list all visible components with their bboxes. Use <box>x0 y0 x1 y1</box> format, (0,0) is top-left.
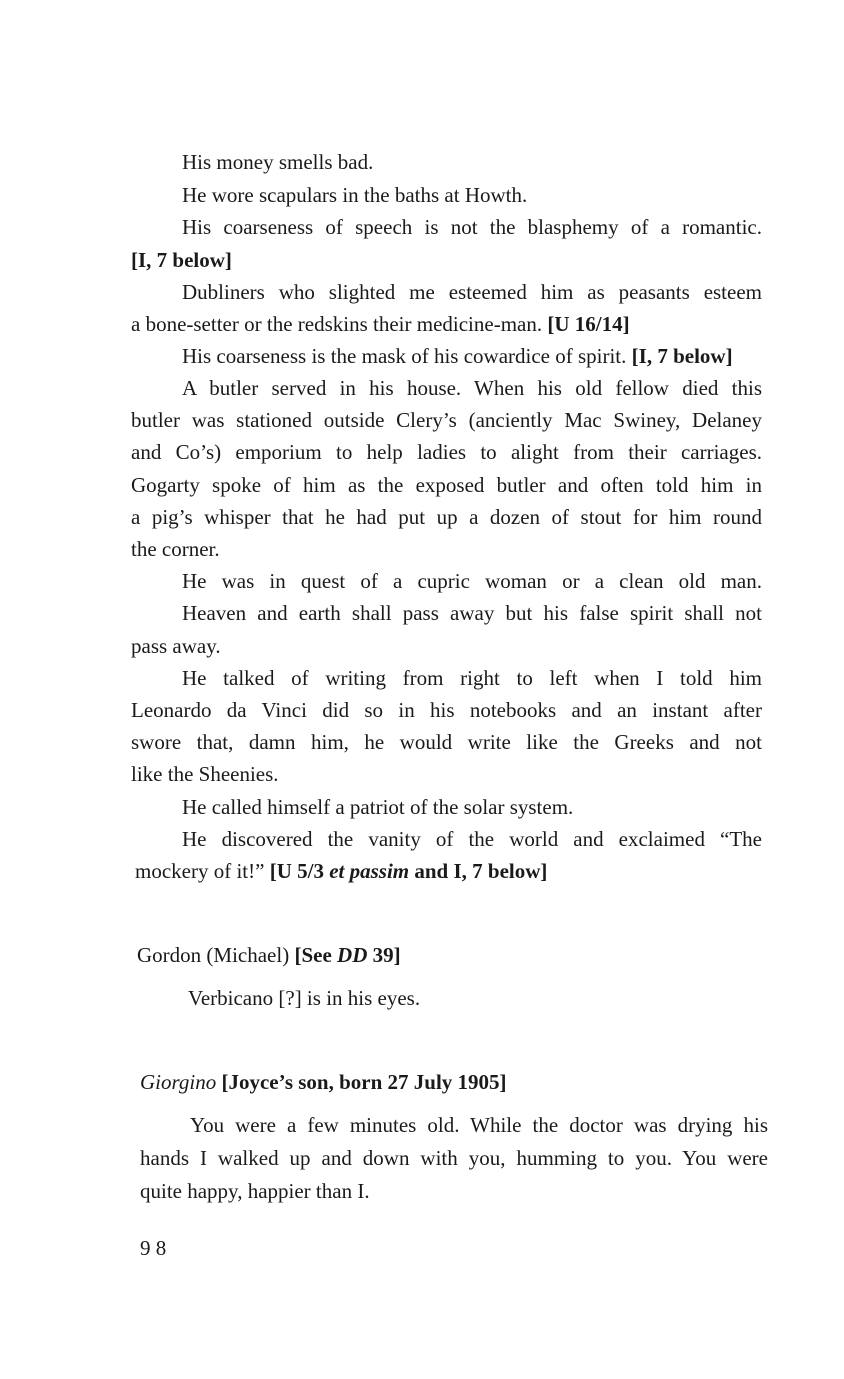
line-text: Gogarty spoke of him as the exposed butler and often told him in <box>131 473 762 497</box>
entry-line <box>182 797 573 818</box>
line-text: the corner. <box>131 537 220 561</box>
entry-line <box>131 507 762 528</box>
line-text: You were a few minutes old. While the doctor was drying his <box>190 1113 768 1137</box>
entry-line <box>182 346 733 367</box>
editorial-reference: [See DD 39] <box>294 943 401 967</box>
entry-line <box>188 988 420 1009</box>
entry-line <box>131 314 630 335</box>
line-text: mockery of it!” <box>135 859 265 883</box>
editorial-reference: [Joyce’s son, born 27 July 1905] <box>221 1070 507 1094</box>
entry-heading-gordon <box>137 945 401 966</box>
editorial-reference: [I, 7 below] <box>631 344 733 368</box>
editorial-reference: [U 5/3 et passim and I, 7 below] <box>269 859 548 883</box>
entry-heading-giorgino <box>140 1072 507 1093</box>
entry-line <box>182 668 762 689</box>
line-text: He was in quest of a cupric woman or a clean old man. <box>182 569 762 593</box>
entry-line <box>131 732 762 753</box>
entry-line <box>131 539 220 560</box>
editorial-reference <box>131 250 232 271</box>
entry-line <box>182 829 762 850</box>
entry-line <box>131 475 762 496</box>
line-text: He wore scapulars in the baths at Howth. <box>182 183 528 207</box>
entry-line <box>182 378 762 399</box>
entry-line <box>140 1181 370 1202</box>
entry-line <box>182 185 527 206</box>
line-text: He called himself a patriot of the solar system. <box>182 795 574 819</box>
line-text: Leonardo da Vinci did so in his notebooks and an instant after <box>131 698 762 722</box>
heading-text: Giorgino <box>140 1070 217 1094</box>
line-text: quite happy, happier than I. <box>140 1179 370 1203</box>
entry-line <box>131 442 762 463</box>
line-text: His coarseness is the mask of his cowardice of spirit. <box>182 344 627 368</box>
entry-line <box>131 764 279 785</box>
entry-line <box>182 282 762 303</box>
entry-line <box>182 217 762 238</box>
heading-text: Gordon (Michael) <box>137 943 290 967</box>
line-text: hands I walked up and down with you, humming to you. You were <box>140 1146 768 1170</box>
line-text: He discovered the vanity of the world and exclaimed “The <box>182 827 762 851</box>
entry-line <box>131 700 762 721</box>
line-text: like the Sheenies. <box>131 762 279 786</box>
entry-line <box>131 636 221 657</box>
line-text: swore that, damn him, he would write like the Greeks and not <box>131 730 762 754</box>
editorial-reference: [U 16/14] <box>547 312 630 336</box>
entry-line <box>131 410 762 431</box>
entry-line <box>182 603 762 624</box>
entry-line <box>182 571 762 592</box>
line-text: He talked of writing from right to left when I told him <box>182 666 762 690</box>
entry-line <box>182 152 373 173</box>
entry-line <box>135 861 547 882</box>
entry-line <box>190 1115 768 1136</box>
line-text: pass away. <box>131 634 221 658</box>
line-text: His coarseness of speech is not the blasphemy of a romantic. <box>182 215 762 239</box>
page-number: 9 8 <box>140 1236 167 1260</box>
line-text: a pig’s whisper that he had put up a dozen of stout for him round <box>131 505 762 529</box>
line-text: and Co’s) emporium to help ladies to alight from their carriages. <box>131 440 762 464</box>
line-text: A butler served in his house. When his old fellow died this <box>182 376 762 400</box>
entry-line <box>140 1148 768 1169</box>
line-text: Heaven and earth shall pass away but his false spirit shall not <box>182 601 762 625</box>
reference-text: [I, 7 below] <box>131 248 232 272</box>
line-text: Dubliners who slighted me esteemed him as peasants esteem <box>182 280 762 304</box>
line-text: His money smells bad. <box>182 150 374 174</box>
line-text: Verbicano [?] is in his eyes. <box>188 986 421 1010</box>
line-text: a bone-setter or the redskins their medicine-man. <box>131 312 543 336</box>
line-text: butler was stationed outside Clery’s (anciently Mac Swiney, Delaney <box>131 408 762 432</box>
